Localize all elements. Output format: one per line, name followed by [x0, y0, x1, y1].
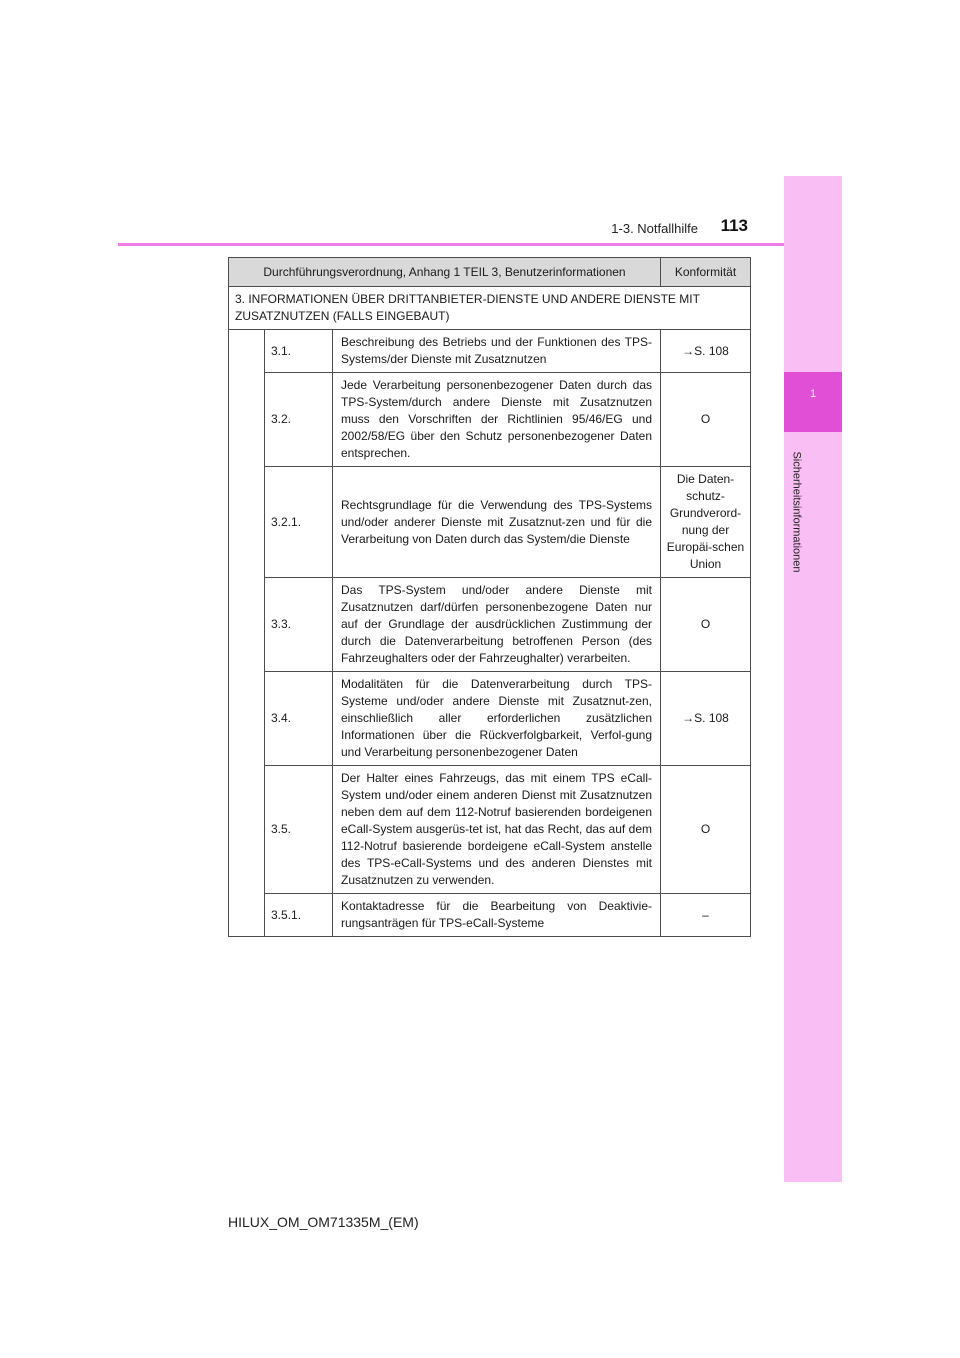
row-conformity: →S. 108 — [661, 330, 751, 373]
row-number: 3.4. — [265, 672, 333, 766]
row-number: 3.1. — [265, 330, 333, 373]
table-row — [229, 373, 751, 467]
row-number: 3.5.1. — [265, 894, 333, 937]
table-header-row — [229, 258, 751, 287]
chapter-marker — [784, 372, 842, 432]
header-divider — [118, 243, 784, 246]
table-row — [229, 672, 751, 766]
row-conformity: – — [661, 894, 751, 937]
row-description: Der Halter eines Fahrzeugs, das mit einem TPS eCall-System und/oder einem anderen Dienst mit Zusatznutzen neben dem auf dem 112-Notruf basierenden bordeigenen eCall-System ausgerüs-tet ist, hat das Recht, das auf dem 112-Notruf basierende bordeigene eCall-System anstelle des TPS-eCall-Systems und des anderen Dienstes mit Zusatznutzen zu verwenden. — [333, 766, 661, 894]
section-title-row — [229, 287, 751, 330]
conformity-table — [228, 257, 751, 937]
row-conformity: O — [661, 578, 751, 672]
table-row — [229, 578, 751, 672]
column-header-conformity: Konformität — [661, 258, 751, 287]
page-number: 113 — [720, 216, 748, 235]
side-tab — [784, 176, 842, 1182]
row-description: Kontaktadresse für die Bearbeitung von Deaktivie-rungsanträgen für TPS-eCall-Systeme — [333, 894, 661, 937]
row-description: Beschreibung des Betriebs und der Funktionen des TPS-Systems/der Dienste mit Zusatznutzen — [333, 330, 661, 373]
row-description: Das TPS-System und/oder andere Dienste mit Zusatznutzen darf/dürfen personenbezogene Daten nur auf der Grundlage der ausdrücklichen Zustimmung der durch die Datenverarbeitung betroffenen Person (des Fahrzeughalters oder der Fahrzeughalter) verarbeiten. — [333, 578, 661, 672]
row-description: Modalitäten für die Datenverarbeitung durch TPS-Systeme und/oder andere Dienste mit Zusatznut-zen, einschließlich aller erforderlichen zusätzlichen Informationen über die Rückverfolgbarkeit, Verfol-gung und Verarbeitung personenbezogener Daten — [333, 672, 661, 766]
row-number: 3.5. — [265, 766, 333, 894]
indent-cell — [229, 330, 265, 937]
column-header-regulation: Durchführungsverordnung, Anhang 1 TEIL 3, Benutzerinformationen — [229, 258, 661, 287]
row-description: Rechtsgrundlage für die Verwendung des TPS-Systems und/oder anderer Dienste mit Zusatznut-zen und für die Verarbeitung von Daten durch das System/die Dienste — [333, 467, 661, 578]
table-row — [229, 766, 751, 894]
chapter-number: 1 — [809, 388, 817, 400]
row-number: 3.3. — [265, 578, 333, 672]
row-number: 3.2.1. — [265, 467, 333, 578]
table-row — [229, 467, 751, 578]
row-conformity: Die Daten-schutz-Grundverord-nung der Europäi-schen Union — [661, 467, 751, 578]
table-row — [229, 330, 751, 373]
section-title: 1-3. Notfallhilfe — [611, 221, 698, 236]
document-code: HILUX_OM_OM71335M_(EM) — [228, 1214, 419, 1230]
row-number: 3.2. — [265, 373, 333, 467]
row-description: Jede Verarbeitung personenbezogener Daten durch das TPS-System/durch andere Dienste mit Zusatznutzen muss den Vorschriften der Richtlinien 95/46/EG und 2002/58/EG über den Schutz personenbezogener Daten entsprechen. — [333, 373, 661, 467]
row-conformity: O — [661, 766, 751, 894]
chapter-label — [782, 432, 812, 592]
section-heading: 3. INFORMATIONEN ÜBER DRITTANBIETER-DIENSTE UND ANDERE DIENSTE MIT ZUSATZNUTZEN (FALLS EINGEBAUT) — [229, 287, 751, 330]
table-row — [229, 894, 751, 937]
row-conformity: →S. 108 — [661, 672, 751, 766]
chapter-label-text: Sicherheitsinformationen — [791, 451, 804, 573]
row-conformity: O — [661, 373, 751, 467]
